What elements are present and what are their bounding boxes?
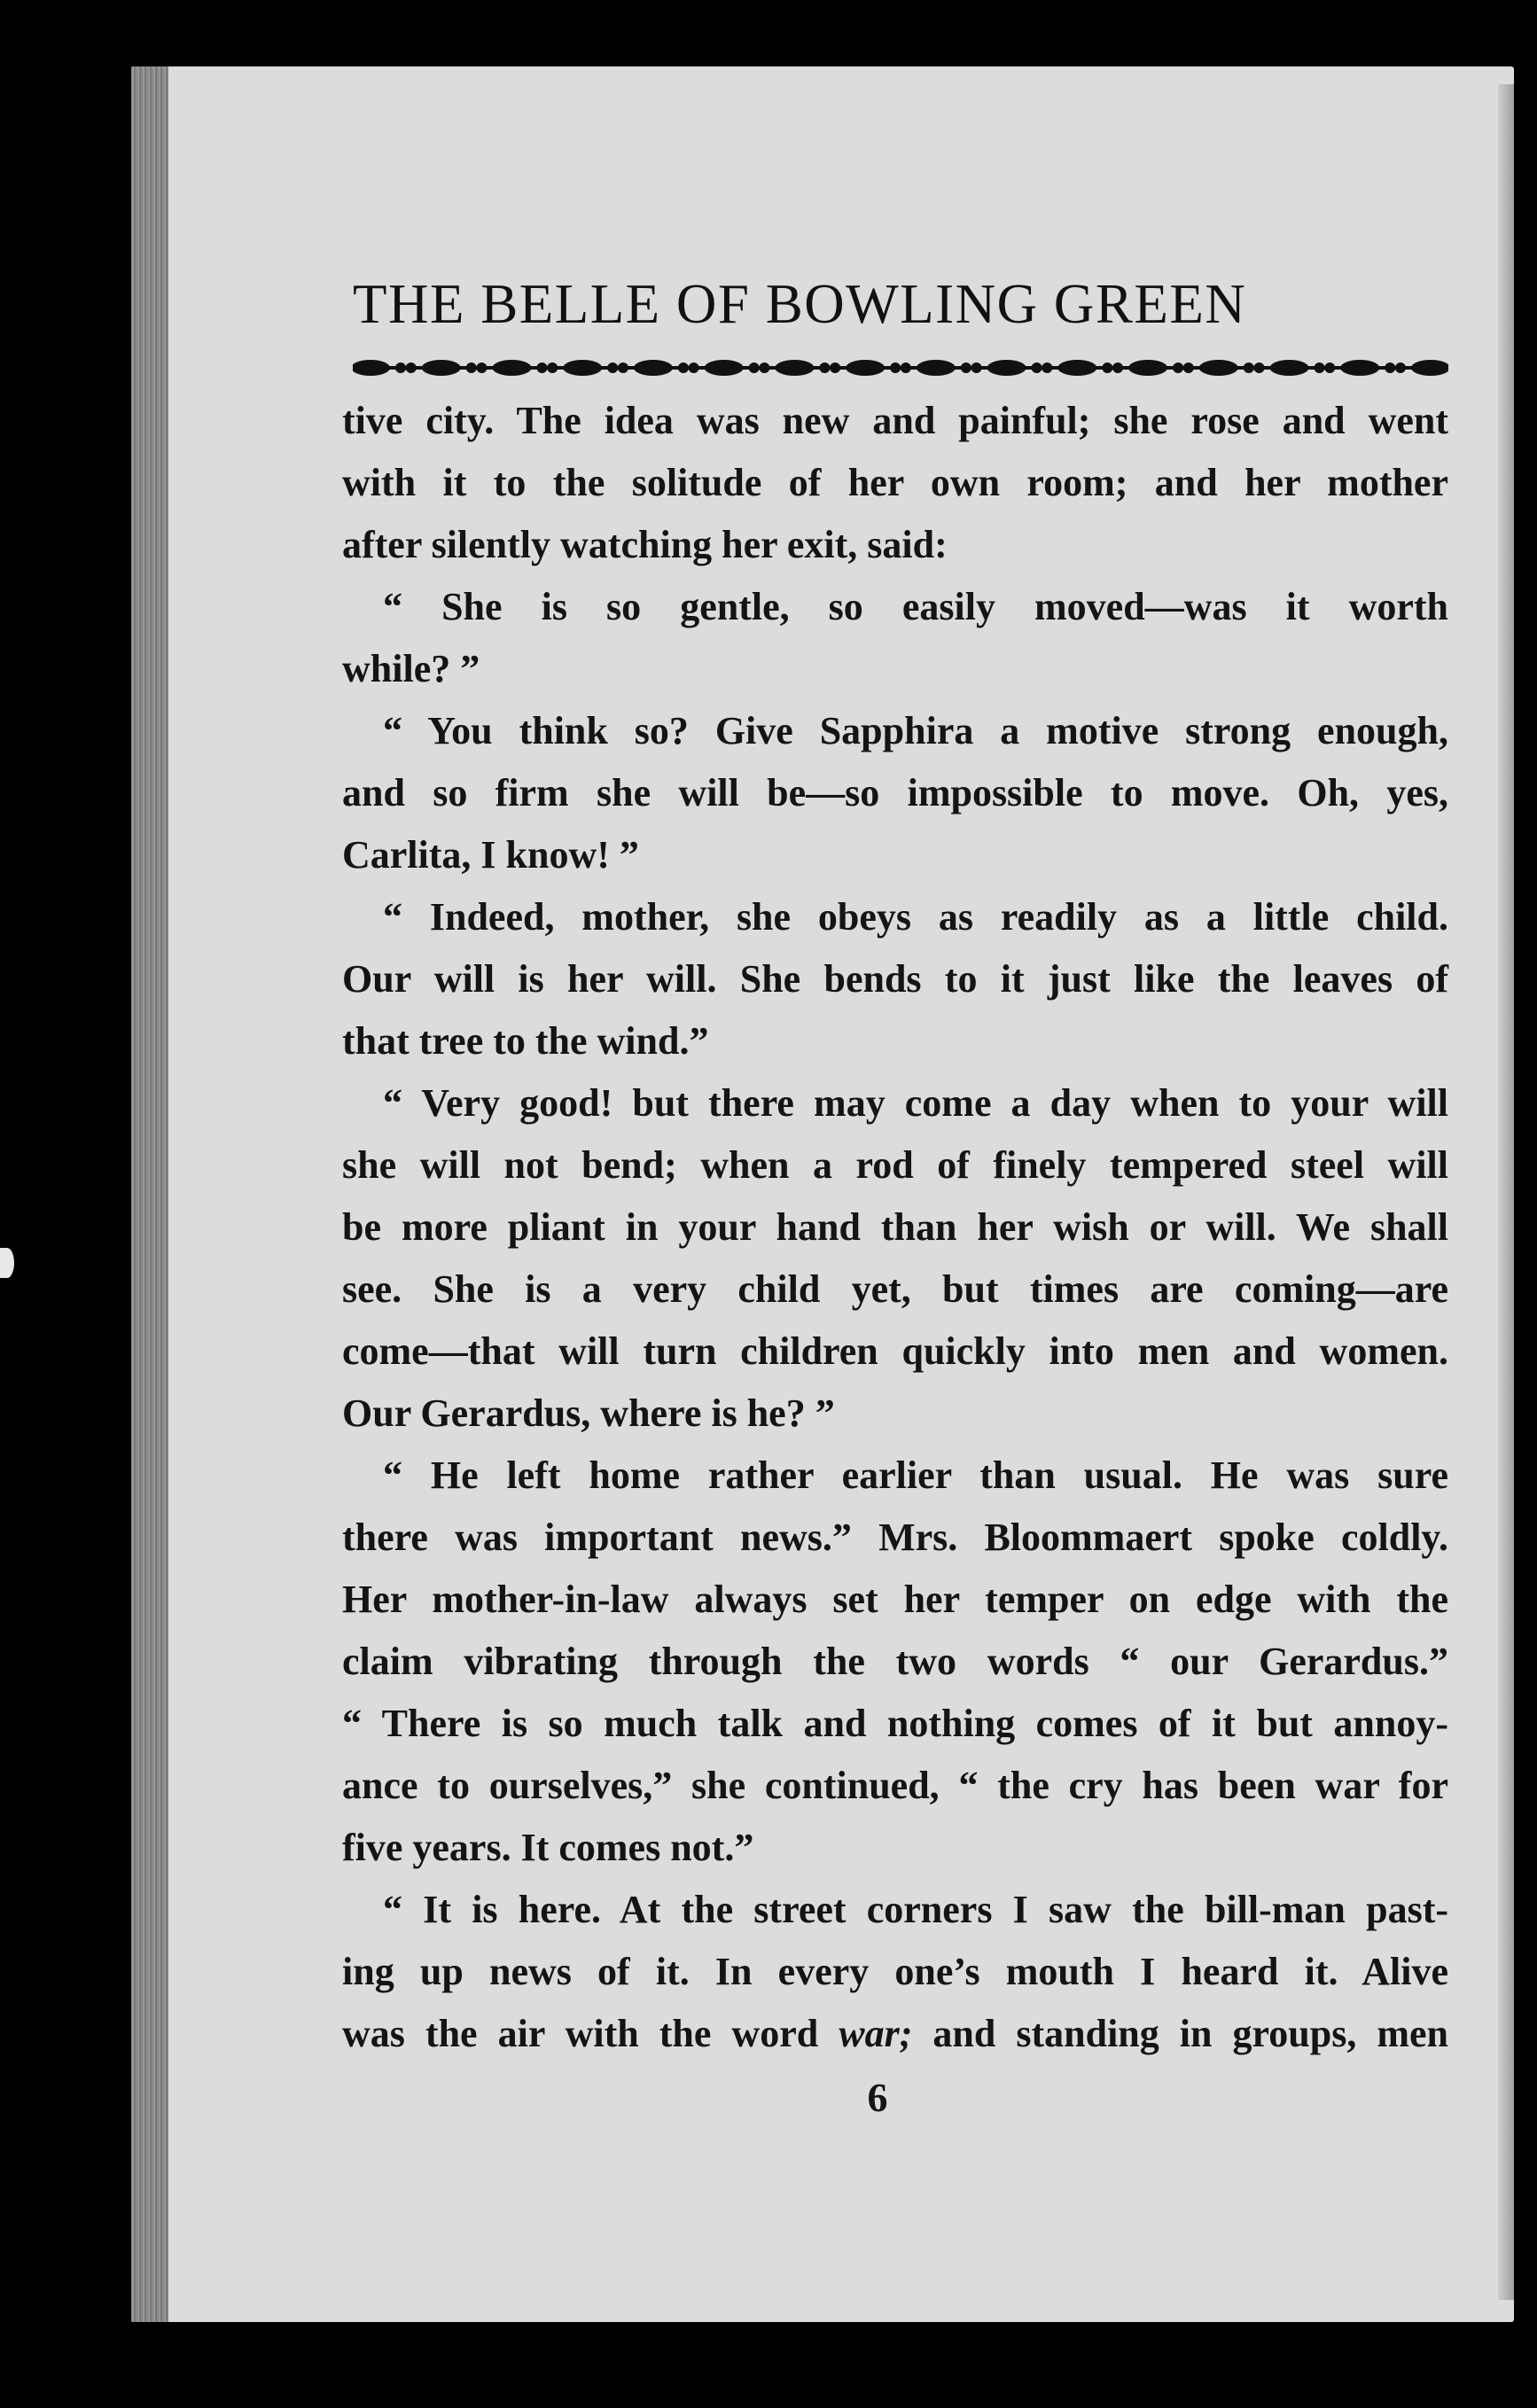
text-line: ance to ourselves,” she continued, “ the cry has been war for — [342, 1764, 1448, 1807]
text-line: there was important news.” Mrs. Bloommaert spoke coldly. — [342, 1516, 1448, 1559]
ornament-bead — [1199, 360, 1238, 376]
ornament-bead — [987, 360, 1026, 376]
text-line: and so firm she will be—so impossible to move. Oh, yes, — [342, 771, 1448, 814]
text-line: be more pliant in your hand than her wish or will. We shall — [342, 1205, 1448, 1249]
ornament-dot — [547, 362, 558, 373]
ornament-dot — [901, 362, 911, 373]
text-line: Our Gerardus, where is he? ” — [342, 1391, 835, 1435]
ornament-bead — [1057, 360, 1096, 376]
ornament-dot — [607, 362, 618, 373]
italic-word: war; — [839, 2012, 913, 2055]
text-line: ing up news of it. In every one’s mouth I heard it. Alive — [342, 1950, 1448, 1993]
ornament-dot — [466, 362, 477, 373]
text-line: Carlita, I know! ” — [342, 833, 639, 877]
text-line: Our will is her will. She bends to it just like the leaves of — [342, 957, 1448, 1001]
text-line: “ It is here. At the street corners I saw the bill-man past- — [383, 1888, 1448, 1931]
text-line: after silently watching her exit, said: — [342, 523, 948, 566]
text-line: that tree to the wind.” — [342, 1019, 709, 1063]
text-line: Her mother-in-law always set her temper on edge with the — [342, 1578, 1448, 1621]
ornament-bead — [1340, 360, 1379, 376]
text-line: five years. It comes not.” — [342, 1826, 754, 1869]
ornament-dot — [395, 362, 406, 373]
ornament-dot — [1032, 362, 1042, 373]
text-segment: was the air with the word — [342, 2012, 839, 2055]
text-segment: and standing in groups, men — [912, 2012, 1449, 2055]
ornament-bead — [492, 360, 531, 376]
text-line: claim vibrating through the two words “ our Gerardus.” — [342, 1640, 1448, 1683]
ornament-dot — [1315, 362, 1325, 373]
text-line: “ Very good! but there may come a day when to your will — [383, 1081, 1448, 1125]
ornament-bead — [775, 360, 814, 376]
page-edge — [1498, 84, 1514, 2300]
ornament-dot — [1173, 362, 1183, 373]
ornament-dot — [536, 362, 547, 373]
page-number: 6 — [867, 2075, 888, 2120]
ornament-bead — [422, 360, 461, 376]
text-line: with it to the solitude of her own room; and her mother — [342, 461, 1448, 504]
ornament-dot — [1042, 362, 1052, 373]
text-line: see. She is a very child yet, but times are coming—are — [342, 1267, 1448, 1311]
text-line: “ You think so? Give Sapphira a motive strong enough, — [383, 709, 1448, 752]
text-line: “ He left home rather earlier than usual. He was sure — [383, 1453, 1448, 1497]
ornament-dot — [1102, 362, 1112, 373]
ornament-dot — [618, 362, 628, 373]
text-line: she will not bend; when a rod of finely tempered steel will — [342, 1143, 1448, 1187]
running-head: THE BELLE OF BOWLING GREEN — [353, 273, 1247, 335]
ornament-bead — [1411, 360, 1448, 376]
ornamental-rule — [353, 355, 1448, 381]
body-text — [342, 390, 1448, 2065]
ornament-dot — [1183, 362, 1194, 373]
ornament-dot — [1254, 362, 1265, 373]
text-line: “ She is so gentle, so easily moved—was it worth — [383, 585, 1448, 628]
ornament-dot — [678, 362, 689, 373]
text-line: “ Indeed, mother, she obeys as readily as a little child. — [383, 895, 1448, 939]
text-line-final — [342, 2003, 1448, 2065]
ornament-dot — [1324, 362, 1335, 373]
ornament-bead — [634, 360, 673, 376]
ornament-dot — [476, 362, 487, 373]
text-line: come—that will turn children quickly into men and women. — [342, 1329, 1448, 1373]
ornament-bead — [353, 360, 390, 376]
page-binding-shadow — [131, 66, 168, 2322]
ornament-dot — [689, 362, 699, 373]
ornament-dot — [406, 362, 417, 373]
ornament-bead — [705, 360, 744, 376]
ornament-dot — [890, 362, 901, 373]
ornament-bead — [917, 360, 956, 376]
ornament-dot — [759, 362, 769, 373]
ornament-dot — [1385, 362, 1395, 373]
ornament-bead — [563, 360, 602, 376]
ornament-dot — [971, 362, 982, 373]
ornament-bead — [1270, 360, 1309, 376]
text-line: tive city. The idea was new and painful; she rose and went — [342, 399, 1448, 442]
ornament-bead — [1128, 360, 1167, 376]
ornament-dot — [1395, 362, 1406, 373]
ornament-dot — [819, 362, 830, 373]
ornament-dot — [749, 362, 760, 373]
text-line: while? ” — [342, 647, 480, 690]
text-line: “ There is so much talk and nothing comes of it but annoy- — [342, 1702, 1448, 1745]
scan-artifact — [0, 1248, 14, 1278]
ornament-dot — [830, 362, 840, 373]
ornament-bead — [846, 360, 885, 376]
ornament-dot — [1112, 362, 1123, 373]
ornament-dot — [1244, 362, 1254, 373]
ornament-dot — [961, 362, 971, 373]
